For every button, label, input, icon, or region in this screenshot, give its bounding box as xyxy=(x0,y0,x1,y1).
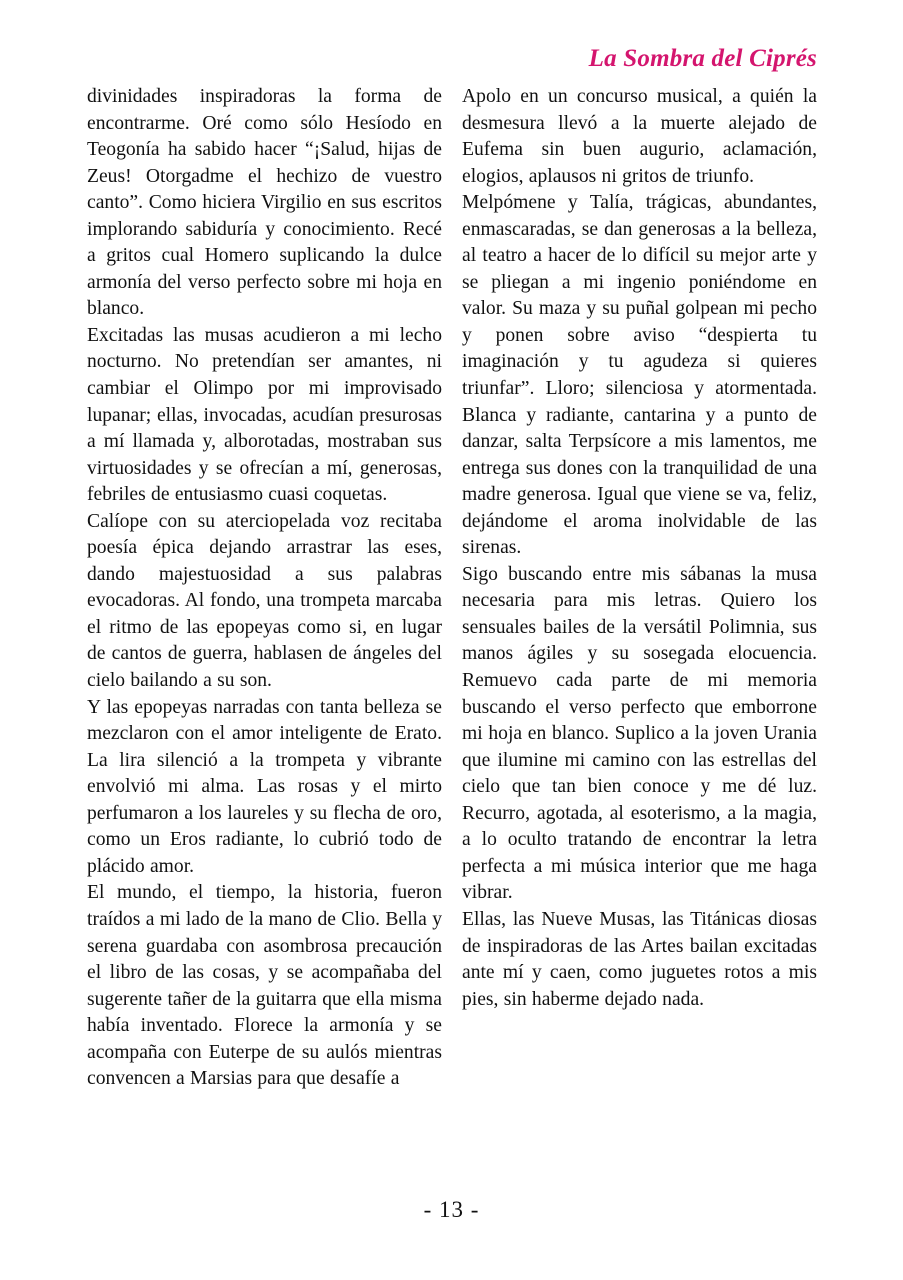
paragraph: El mundo, el tiempo, la historia, fueron traídos a mi lado de la mano de Clio. Bella y serena guardaba con asombrosa precaución el libro de las cosas, y se acompañaba del sugerente tañer de la guitarra que ella misma había inventado. Florece la armonía y se acompaña con Euterpe de su aulós mientras convencen a Marsias para que desafíe a xyxy=(87,882,442,1090)
paragraph: Sigo buscando entre mis sábanas la musa necesaria para mis letras. Quiero los sensuales bailes de la versátil Polimnia, sus manos ágiles y su sosegada elocuencia. Remuevo cada parte de mi memoria buscando el verso perfecto que emborrone mi hoja en blanco. Suplico a la joven Urania que ilumine mi camino con las estrellas del cielo que tan bien conoce y me dé luz. Recurro, agotada, al esoterismo, a la magia, a lo oculto tratando de encontrar la letra perfecta a mi música interior que me haga vibrar. xyxy=(462,563,817,904)
book-title: La Sombra del Ciprés xyxy=(588,45,817,72)
right-column xyxy=(462,84,817,1013)
paragraph: Calíope con su aterciopelada voz recitaba poesía épica dejando arrastrar las eses, dando majestuosidad a sus palabras evocadoras. Al fondo, una trompeta marcaba el ritmo de las epopeyas como si, en lugar de cantos de guerra, hablasen de ángeles del cielo bailando a su son. xyxy=(87,510,442,692)
running-head xyxy=(87,44,817,74)
left-column xyxy=(87,84,442,1093)
paragraph: divinidades inspiradoras la forma de encontrarme. Oré como sólo Hesíodo en Teogonía ha sabido hacer “¡Salud, hijas de Zeus! Otorgadme el hechizo de vuestro canto”. Como hiciera Virgilio en sus escritos implorando sabiduría y conocimiento. Recé a gritos cual Homero suplicando la dulce armonía del verso perfecto sobre mi hoja en blanco. xyxy=(87,86,442,320)
paragraph: Melpómene y Talía, trágicas, abundantes, enmascaradas, se dan generosas a la belleza, al teatro a hacer de lo difícil su mejor arte y se pliegan a mi ingenio poniéndome en valor. Su maza y su puñal golpean mi pecho y ponen sobre aviso “despierta tu imaginación y tu agudeza si quieres triunfar”. Lloro; silenciosa y atormentada. Blanca y radiante, cantarina y a punto de danzar, salta Terpsícore a mis lamentos, me entrega sus dones con la tranquilidad de una madre generosa. Igual que viene se va, feliz, dejándome el aroma inolvidable de las sirenas. xyxy=(462,192,817,559)
page-number: - 13 - xyxy=(423,1197,480,1222)
paragraph: Y las epopeyas narradas con tanta belleza se mezclaron con el amor inteligente de Erato. La lira silenció a la trompeta y vibrante envolvió mi alma. Las rosas y el mirto perfumaron a los laureles y su flecha de oro, como un Eros radiante, lo cubrió todo de plácido amor. xyxy=(87,696,442,877)
two-column-body xyxy=(87,84,817,1164)
paragraph: Ellas, las Nueve Musas, las Titánicas diosas de inspiradoras de las Artes bailan excitadas ante mí y caen, como juguetes rotos a mis pies, sin haberme dejado nada. xyxy=(462,908,817,1010)
paragraph: Excitadas las musas acudieron a mi lecho nocturno. No pretendían ser amantes, ni cambiar el Olimpo por mi improvisado lupanar; ellas, invocadas, acudían presurosas a mí llamada y, alborotadas, mostraban sus virtuosidades y se ofrecían a mí, generosas, febriles de entusiasmo cuasi coquetas. xyxy=(87,324,442,506)
paragraph: Apolo en un concurso musical, a quién la desmesura llevó a la muerte alejado de Eufema sin buen augurio, aclamación, elogios, aplausos ni gritos de triunfo. xyxy=(462,86,817,187)
